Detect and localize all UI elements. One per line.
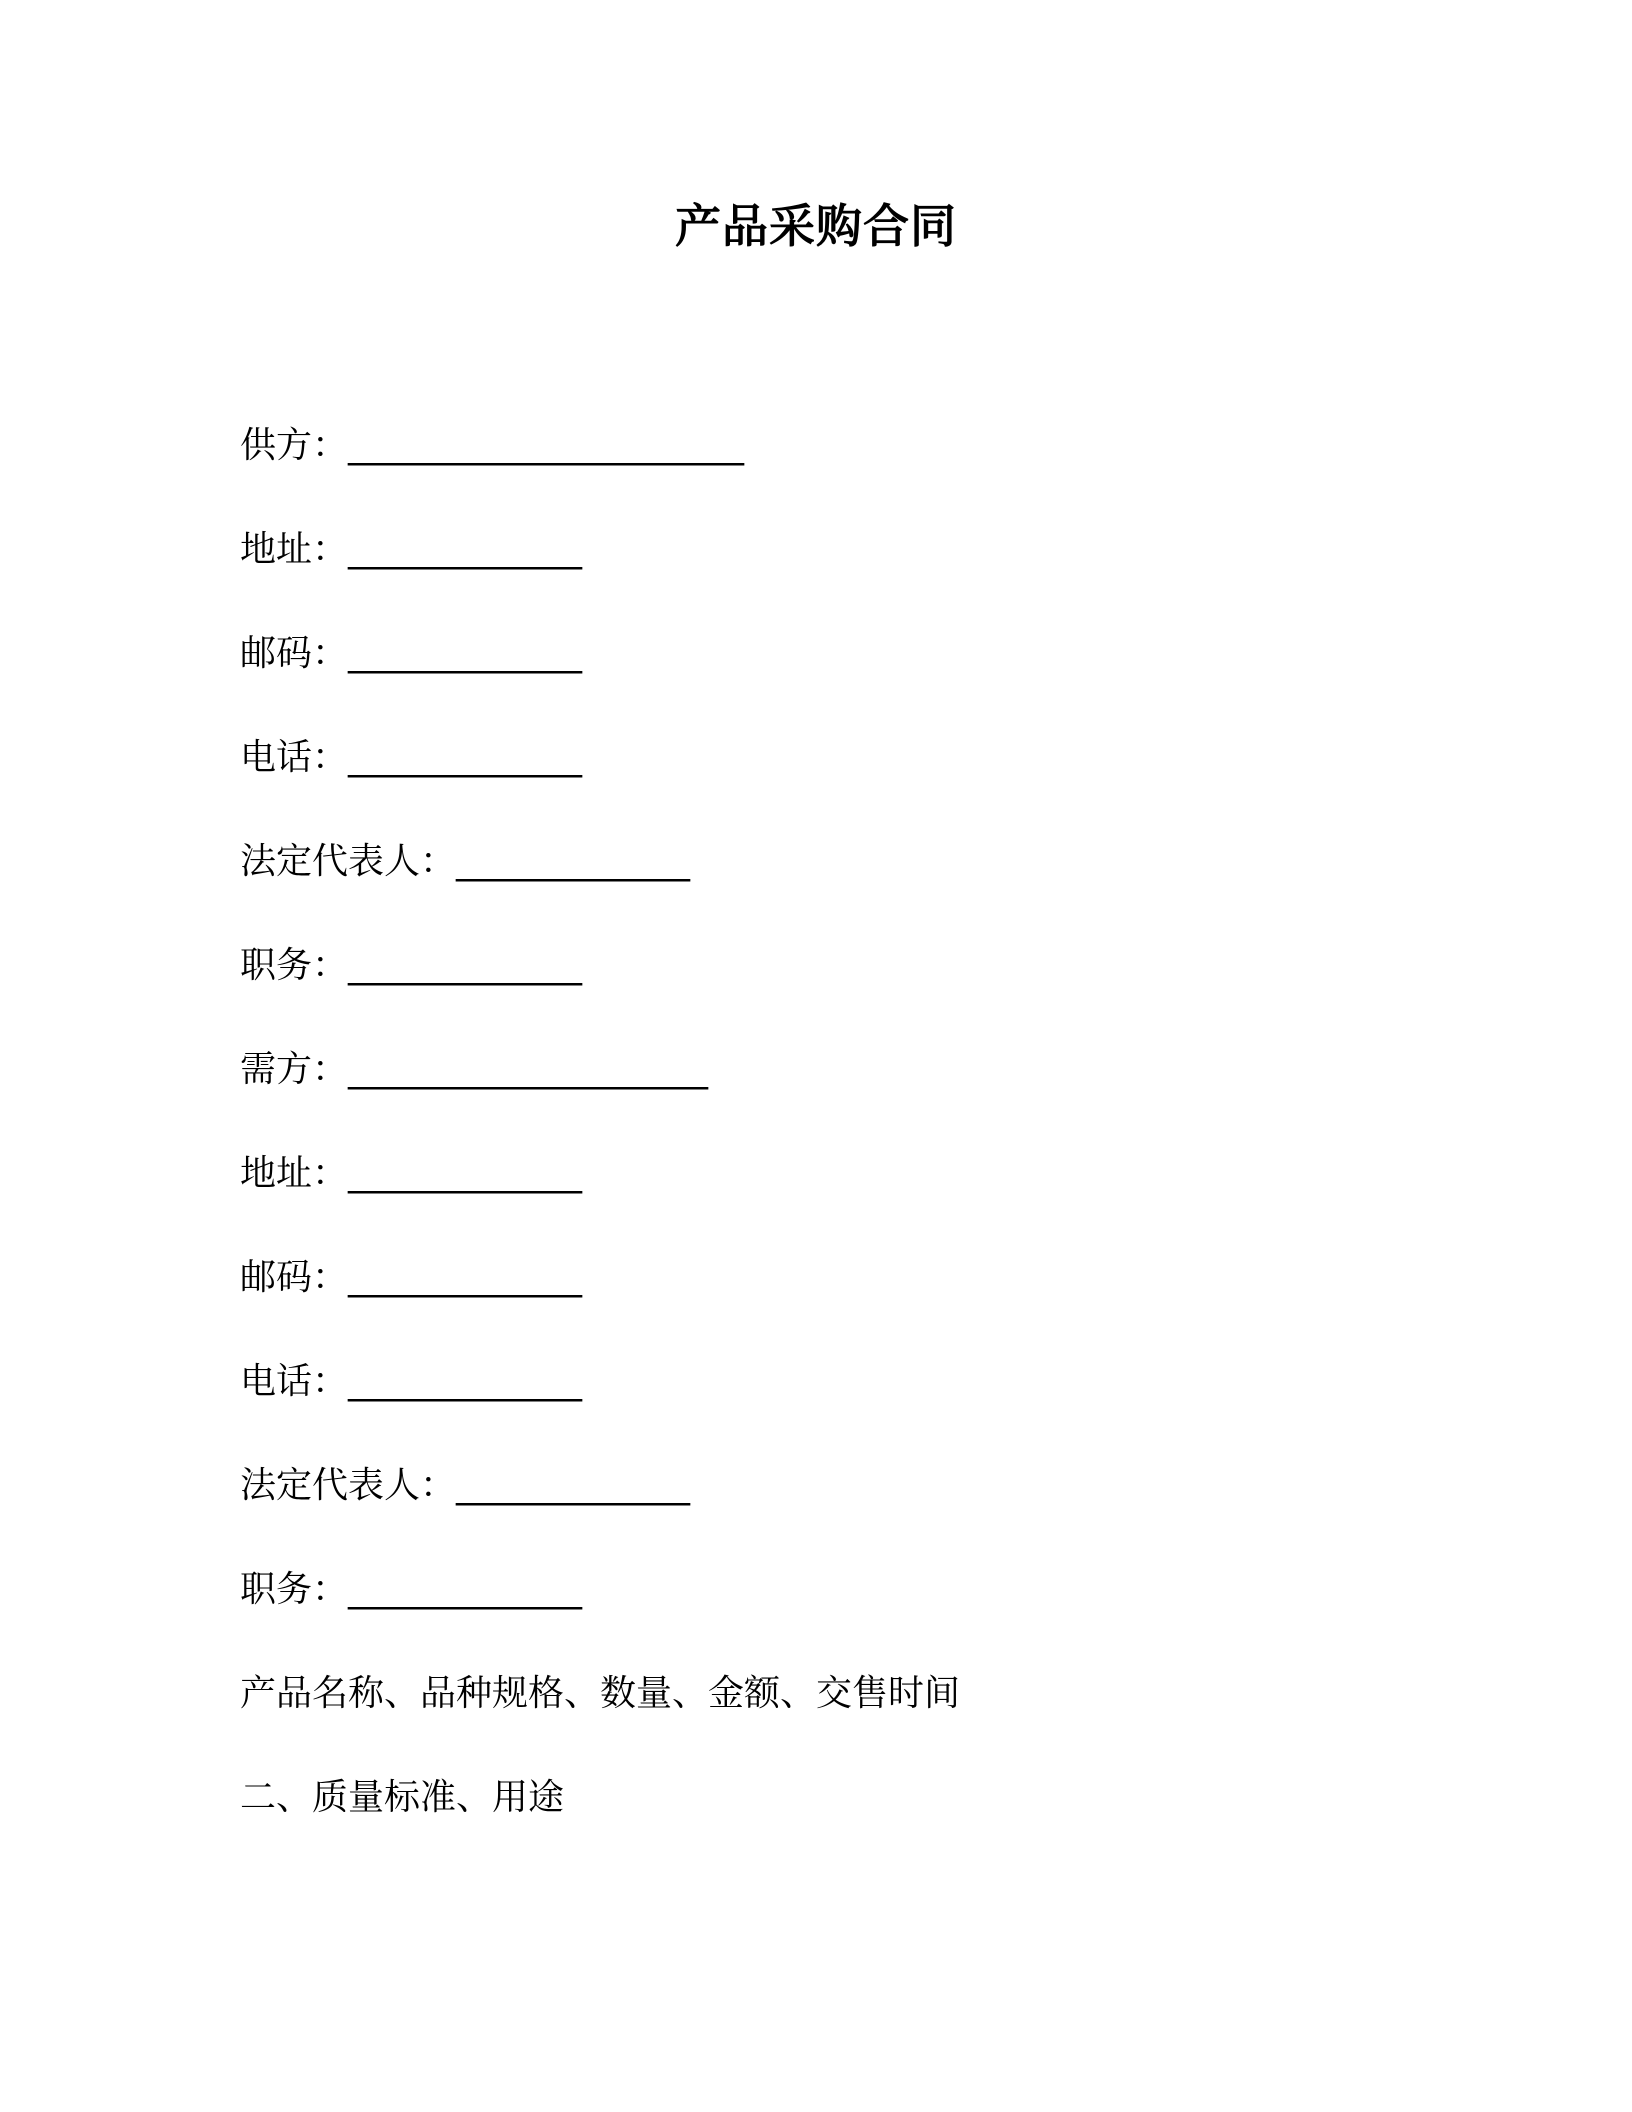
buyer-phone-line: 电话：_____________ <box>240 1361 583 1402</box>
buyer-postcode-line: 邮码：_____________ <box>240 1257 583 1298</box>
quality-standard-heading: 二、质量标准、用途 <box>240 1777 565 1818</box>
buyer-address-line: 地址：_____________ <box>240 1153 583 1194</box>
supplier-name-line: 供方：______________________ <box>240 425 745 466</box>
supplier-legal-representative-line: 法定代表人：_____________ <box>240 841 691 882</box>
supplier-position-line: 职务：_____________ <box>240 945 583 986</box>
buyer-name-line: 需方：____________________ <box>240 1049 709 1090</box>
buyer-position-line: 职务：_____________ <box>240 1569 583 1610</box>
supplier-phone-line: 电话：_____________ <box>240 737 583 778</box>
buyer-legal-representative-line: 法定代表人：_____________ <box>240 1465 691 1506</box>
document-body <box>240 418 1440 1874</box>
product-details-heading: 产品名称、品种规格、数量、金额、交售时间 <box>240 1673 961 1714</box>
supplier-address-line: 地址：_____________ <box>240 529 583 570</box>
document-title: 产品采购合同 <box>675 199 957 253</box>
supplier-postcode-line: 邮码：_____________ <box>240 633 583 674</box>
